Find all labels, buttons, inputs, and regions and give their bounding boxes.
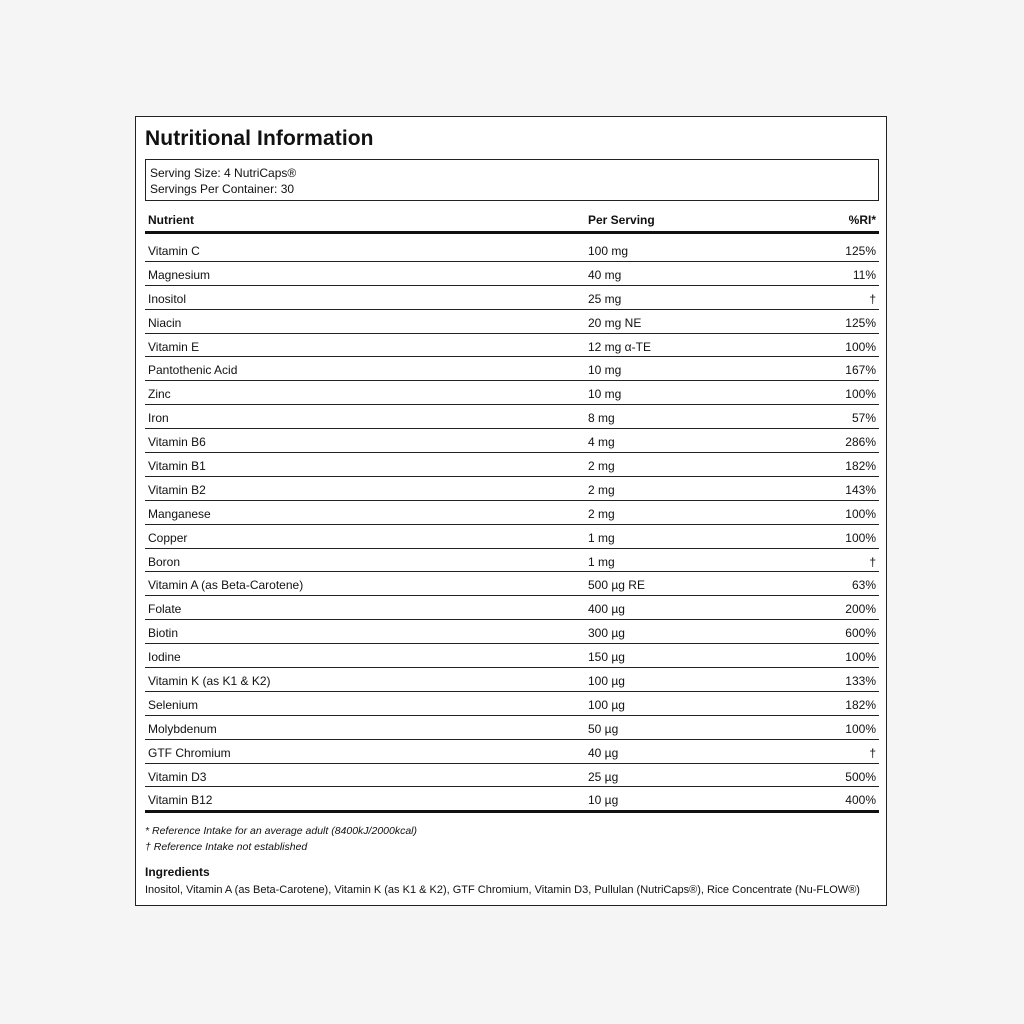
- table-row: [145, 644, 879, 668]
- nutrient-amount: 2 mg: [588, 459, 615, 474]
- nutrient-ri: †: [869, 291, 876, 306]
- nutrient-ri: 286%: [845, 435, 876, 450]
- nutrient-amount: 2 mg: [588, 482, 615, 497]
- table-row: [145, 238, 879, 262]
- column-header-ri: %RI*: [848, 213, 876, 227]
- nutrient-name: Vitamin B2: [148, 482, 206, 497]
- serving-size: Serving Size: 4 NutriCaps®: [150, 166, 297, 180]
- nutrient-ri: 63%: [851, 578, 876, 593]
- table-row: [145, 668, 879, 692]
- table-row: [145, 310, 879, 334]
- footnote-reference-intake: * Reference Intake for an average adult (8400kJ/2000kcal): [145, 825, 418, 837]
- nutrient-amount: 100 mg: [588, 244, 629, 258]
- nutrient-ri: 57%: [851, 411, 876, 426]
- nutrient-ri: 125%: [845, 244, 876, 258]
- table-row: [145, 262, 879, 286]
- nutrient-name: Pantothenic Acid: [148, 363, 238, 378]
- table-row: [145, 764, 879, 788]
- table-row: [145, 429, 879, 453]
- column-header-nutrient: Nutrient: [148, 213, 194, 227]
- nutrient-ri: 100%: [845, 506, 876, 521]
- table-row: [145, 477, 879, 501]
- table-row: [145, 381, 879, 405]
- nutrient-ri: †: [869, 745, 876, 760]
- nutrient-amount: 500 µg RE: [588, 578, 645, 593]
- nutrient-name: Selenium: [148, 697, 199, 712]
- nutrient-ri: 200%: [845, 602, 876, 617]
- table-row: [145, 740, 879, 764]
- nutrient-amount: 40 µg: [588, 745, 619, 760]
- footnote-not-established: † Reference Intake not established: [145, 841, 308, 853]
- nutrient-name: Vitamin B12: [148, 793, 213, 808]
- nutrient-name: GTF Chromium: [148, 745, 231, 760]
- nutrient-amount: 150 µg: [588, 650, 625, 665]
- nutrient-ri: 100%: [845, 339, 876, 354]
- nutrient-name: Vitamin B1: [148, 459, 206, 474]
- nutrient-name: Biotin: [148, 626, 179, 641]
- nutrient-ri: 143%: [845, 482, 876, 497]
- nutrient-name: Niacin: [148, 315, 182, 330]
- nutrient-amount: 100 µg: [588, 674, 625, 689]
- table-row: [145, 692, 879, 716]
- nutrient-ri: 182%: [845, 697, 876, 712]
- nutrition-label-panel: [135, 116, 887, 906]
- table-body: [145, 234, 879, 813]
- nutrient-amount: 25 µg: [588, 769, 619, 784]
- ingredients-heading: Ingredients: [145, 865, 210, 879]
- table-row: [145, 787, 879, 813]
- nutrient-ri: 400%: [845, 793, 876, 808]
- nutrient-ri: 11%: [852, 267, 876, 282]
- table-row: [145, 334, 879, 358]
- footnotes: [145, 823, 417, 855]
- nutrient-amount: 8 mg: [588, 411, 615, 426]
- nutrient-ri: †: [869, 554, 876, 569]
- table-row: [145, 596, 879, 620]
- nutrient-ri: 100%: [845, 387, 876, 402]
- nutrient-amount: 10 mg: [588, 363, 622, 378]
- table-row: [145, 501, 879, 525]
- nutrient-ri: 133%: [845, 674, 876, 689]
- nutrient-amount: 100 µg: [588, 697, 625, 712]
- table-row: [145, 549, 879, 573]
- nutrient-amount: 50 µg: [588, 721, 619, 736]
- nutrient-ri: 100%: [845, 650, 876, 665]
- nutrient-ri: 125%: [845, 315, 876, 330]
- table-header: [145, 211, 879, 234]
- table-row: [145, 620, 879, 644]
- ingredients-list: Inositol, Vitamin A (as Beta-Carotene), Vitamin K (as K1 & K2), GTF Chromium, Vitamin D3, Pullulan (NutriCaps®), Rice Concentrate (Nu-FLOW®): [145, 884, 860, 896]
- nutrient-name: Folate: [148, 602, 182, 617]
- nutrient-amount: 300 µg: [588, 626, 625, 641]
- nutrient-ri: 500%: [845, 769, 876, 784]
- nutrient-ri: 167%: [845, 363, 876, 378]
- nutrient-amount: 1 mg: [588, 554, 615, 569]
- nutrient-name: Vitamin B6: [148, 435, 206, 450]
- nutrient-name: Zinc: [148, 387, 171, 402]
- nutrient-name: Iodine: [148, 650, 181, 665]
- nutrient-amount: 12 mg α-TE: [588, 339, 651, 354]
- nutrient-name: Copper: [148, 530, 188, 545]
- nutrient-amount: 25 mg: [588, 291, 622, 306]
- table-row: [145, 716, 879, 740]
- nutrient-name: Vitamin A (as Beta-Carotene): [148, 578, 304, 593]
- table-row: [145, 405, 879, 429]
- nutrient-table: [145, 211, 879, 813]
- nutrient-amount: 2 mg: [588, 506, 615, 521]
- nutrient-name: Vitamin D3: [148, 769, 207, 784]
- nutrient-amount: 10 µg: [588, 793, 619, 808]
- servings-per-container: Servings Per Container: 30: [150, 182, 295, 196]
- nutrient-name: Iron: [148, 411, 169, 426]
- nutrient-ri: 182%: [845, 459, 876, 474]
- nutrient-name: Boron: [148, 554, 181, 569]
- table-row: [145, 357, 879, 381]
- serving-info-box: [145, 159, 879, 201]
- nutrient-amount: 20 mg NE: [588, 315, 642, 330]
- table-row: [145, 286, 879, 310]
- nutrient-name: Vitamin E: [148, 339, 200, 354]
- nutrient-ri: 100%: [845, 721, 876, 736]
- nutrient-amount: 400 µg: [588, 602, 625, 617]
- nutrient-name: Manganese: [148, 506, 211, 521]
- nutrient-name: Magnesium: [148, 267, 211, 282]
- table-row: [145, 525, 879, 549]
- label-title: Nutritional Information: [145, 127, 374, 150]
- nutrient-name: Vitamin C: [148, 244, 200, 258]
- nutrient-amount: 4 mg: [588, 435, 615, 450]
- nutrient-ri: 600%: [845, 626, 876, 641]
- nutrient-name: Inositol: [148, 291, 187, 306]
- nutrient-ri: 100%: [845, 530, 876, 545]
- nutrient-name: Molybdenum: [148, 721, 217, 736]
- nutrient-amount: 40 mg: [588, 267, 622, 282]
- table-row: [145, 453, 879, 477]
- table-row: [145, 572, 879, 596]
- nutrient-amount: 1 mg: [588, 530, 615, 545]
- nutrient-name: Vitamin K (as K1 & K2): [148, 674, 271, 689]
- column-header-per-serving: Per Serving: [588, 213, 655, 227]
- nutrient-amount: 10 mg: [588, 387, 622, 402]
